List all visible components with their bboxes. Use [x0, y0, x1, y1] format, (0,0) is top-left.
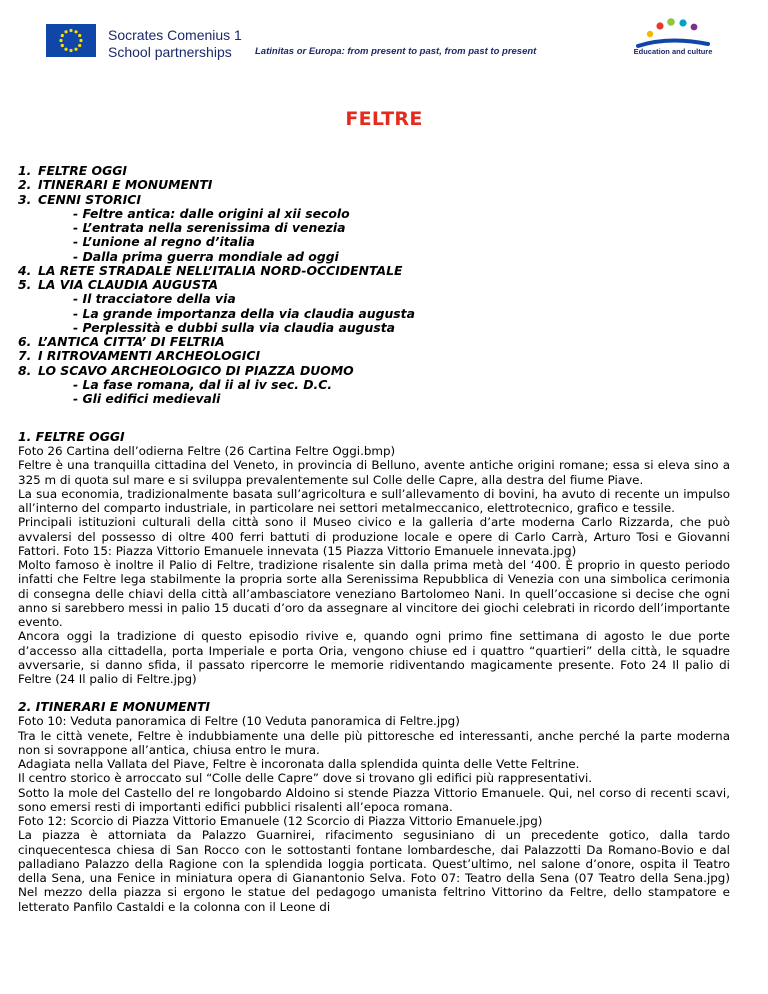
toc-item-number: 1.: [18, 163, 32, 178]
paragraph: Ancora oggi la tradizione di questo episodio rivive e, quando ogni primo fine settimana di agosto le due porte d’accesso alla cittadella, porta Imperiale e porta Oria, vengono chiuse ed i quattro “quartieri” della città, le squadre avversarie, si danno sfida, il passato ripercorre le memorie ridiventando magicamente presente. Foto 24 Il palio di Feltre (24 Il palio di Feltre.jpg): [18, 629, 730, 686]
toc-item: [18, 278, 738, 292]
toc-item-number: 3.: [18, 191, 32, 207]
toc-subitem: - La fase romana, dal ii al iv sec. D.C.: [73, 376, 333, 392]
paragraph: Feltre è una tranquilla cittadina del Veneto, in provincia di Belluno, avente antiche origini romane; essa si eleva sino a 325 m di quota sul mare e si sviluppa prevalentemente sul Colle delle Capre, alla destra del fiume Piave.: [18, 458, 730, 487]
paragraph: Il centro storico è arroccato sul “Colle delle Capre” dove si trovano gli edifici più rappresentativi.: [18, 771, 593, 786]
paragraph: Molto famoso è inoltre il Palio di Feltre, tradizione risalente sin dalla prima metà del ‘400. È proprio in questo periodo infatti che Feltre lega stabilmente la propria sorte alla Serenissima Repubblica di Venezia con una simbolica cerimonia di consegna delle chiavi della città all’ambasciatore veneziano Bartolomeo Nani. In quell’occasione si decise che ogni anno si sarebbero messi in palio 15 ducati d’oro da assegnare al vincitore dei giochi celebrati in ricordo dell’importante evento.: [18, 558, 730, 629]
toc-subitem: - Dalla prima guerra mondiale ad oggi: [73, 248, 339, 264]
toc-item-number: 7.: [18, 348, 32, 364]
program-line-1: Socrates Comenius 1: [108, 27, 242, 43]
toc-item-label: ITINERARI E MONUMENTI: [38, 177, 213, 193]
toc-item-label: FELTRE OGGI: [38, 163, 128, 178]
document-body: [18, 430, 730, 914]
toc-item: [18, 264, 738, 278]
program-line-2: School partnerships: [108, 44, 232, 60]
education-culture-logo-icon: [628, 14, 718, 64]
paragraph: Adagiata nella Vallata del Piave, Feltre è incoronata dalla splendida quinta delle Vette Feltrine.: [18, 757, 580, 771]
toc-subitem: - Perplessità e dubbi sulla via claudia augusta: [73, 319, 396, 335]
toc-item: [18, 364, 738, 378]
project-tagline: Latinitas or Europa: from present to past, from past to present: [255, 46, 537, 57]
toc-item-number: 2.: [18, 177, 32, 193]
toc-item: [18, 164, 738, 178]
section-heading: 2. ITINERARI E MONUMENTI: [18, 699, 211, 715]
paragraph: Sotto la mole del Castello del re longobardo Aldoino si stende Piazza Vittorio Emanuele. Qui, nel corso di recenti scavi, sono emersi resti di importanti edifici pubblici risalenti all’epoca romana.: [18, 785, 730, 814]
paragraph: Foto 26 Cartina dell’odierna Feltre (26 Cartina Feltre Oggi.bmp): [18, 444, 396, 458]
section-1: [18, 430, 730, 686]
toc-item-label: LA VIA CLAUDIA AUGUSTA: [38, 277, 219, 292]
toc-item-number: 4.: [18, 262, 32, 278]
toc-item-label: LO SCAVO ARCHEOLOGICO DI PIAZZA DUOMO: [38, 362, 354, 378]
toc-item: [18, 349, 738, 363]
toc-item-number: 6.: [18, 334, 32, 349]
eu-flag-icon: [46, 24, 96, 57]
paragraph: Principali istituzioni culturali della città sono il Museo civico e la galleria d’arte moderna Carlo Rizzarda, che può avvalersi del possesso di oltre 400 ferri battuti di produzione locale e opere di Carlo Carrà, Arturo Tosi e Giovanni Fattori. Foto 15: Piazza Vittorio Emanuele innevata (15 Piazza Vittorio Emanuele innevata.jpg): [18, 515, 730, 558]
toc-item-label: I RITROVAMENTI ARCHEOLOGICI: [38, 348, 261, 364]
paragraph: La sua economia, tradizionalmente basata sull’agricoltura e sull’allevamento di bovini, ha avuto di recente un impulso all’interno del comparto industriale, in particolare nei settori metalmeccanico, elettrotecnico, grafico e tessile.: [18, 486, 730, 515]
toc-item-label: CENNI STORICI: [38, 191, 141, 207]
toc-item-number: 5.: [18, 277, 32, 292]
toc-item-label: L’ANTICA CITTA’ DI FELTRIA: [38, 334, 225, 349]
toc-subitem: - Il tracciatore della via: [73, 291, 236, 307]
toc-subitem: - L’entrata nella serenissima di venezia: [73, 220, 346, 235]
toc-subitem: - La grande importanza della via claudia augusta: [73, 305, 415, 321]
paragraph: La piazza è attorniata da Palazzo Guarnirei, rifacimento segusiniano di un precedente gotico, dalla tardo cinquecentesca chiesa di San Rocco con le sottostanti fontane lombardesche, dai Palazzotti Da Romano-Bovio e dal palladiano Palazzo della Ragione con la splendida loggia porticata. Quest’ultimo, nel salone d’onore, ospita il Teatro della Sena, una Fenice in miniatura opera di Gianantonio Selva. Foto 07: Teatro della Sena (07 Teatro della Sena.jpg) Nel mezzo della piazza si ergono le statue del pedagogo umanista feltrino Vittorino da Feltre, dello stampatore e letterato Panfilo Castaldi e la colonna con il Leone di: [18, 828, 730, 914]
document-title: FELTRE: [345, 108, 423, 130]
toc-subitem: - L’unione al regno d’italia: [73, 234, 255, 250]
education-culture-label: Education and culture: [633, 47, 713, 56]
toc-item-number: 8.: [18, 362, 32, 378]
toc-item: [18, 335, 738, 349]
paragraph: Foto 12: Scorcio di Piazza Vittorio Emanuele (12 Scorcio di Piazza Vittorio Emanuele.jpg): [18, 814, 543, 828]
program-name: [108, 27, 242, 61]
section-2: [18, 700, 730, 914]
page-header: [0, 0, 768, 80]
paragraph: Foto 10: Veduta panoramica di Feltre (10 Veduta panoramica di Feltre.jpg): [18, 714, 460, 729]
toc-item: [18, 193, 738, 207]
toc-item-label: LA RETE STRADALE NELL’ITALIA NORD-OCCIDENTALE: [38, 262, 403, 278]
toc-subitem: - Gli edifici medievali: [73, 391, 221, 406]
table-of-contents: [18, 164, 738, 406]
section-heading: 1. FELTRE OGGI: [18, 429, 125, 444]
toc-subitem: - Feltre antica: dalle origini al xii secolo: [73, 205, 350, 221]
toc-item: [18, 178, 738, 192]
paragraph: Tra le città venete, Feltre è indubbiamente una delle più pittoresche ed interessanti, anche perché la parte moderna non si sovrappone all’antica, chiusa entro le mura.: [18, 728, 730, 757]
